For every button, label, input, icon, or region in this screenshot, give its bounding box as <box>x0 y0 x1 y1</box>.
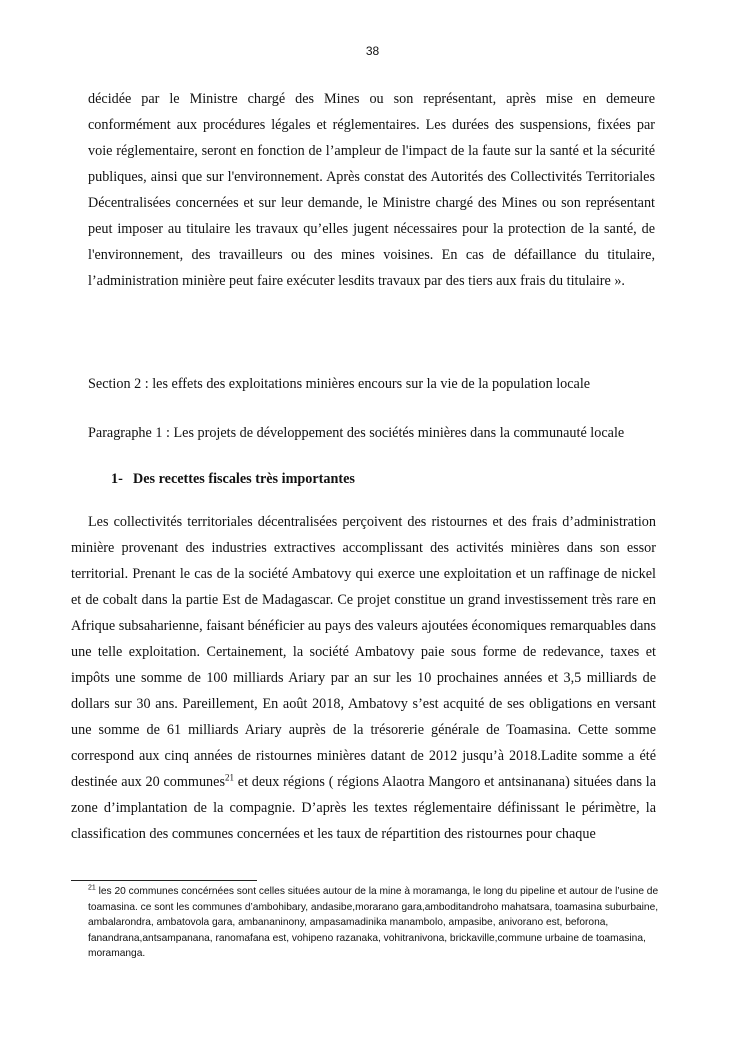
subsection-number: 1- <box>111 471 123 487</box>
footnote-reference[interactable]: 21 <box>224 772 234 783</box>
body-text-part-1: Les collectivités territoriales décentralisées perçoivent des ristournes et des frais d’administration minière provenant des industries extractives accomplissant des activités minières dans son essor territorial. Prenant le cas de la société Ambatovy qui exerce une exploitation et un raffinage de nickel et de cobalt dans la partie Est de Madagascar. Ce projet constitue un grand investissement très rare en Afrique subsaharienne, faisant bénéficier au pays des valeurs ajoutées économiques remarquables dans une telle exploitation. Certainement, la société Ambatovy paie sous forme de redevance, taxes et impôts une somme de 100 milliards Ariary par an sur les 10 prochaines années et 3,5 milliards de dollars sur 30 ans. Pareillement, En août 2018, Ambatovy s’est acquité de ses obligations en versant une somme de 61 milliards Ariary auprès de la trésorerie générale de Toamasina. Cette somme correspond aux cinq années de ristournes minières datant de 2012 jusqu’à 2018.Ladite somme a été destinée aux 20 communes <box>71 514 656 790</box>
footnote-text: les 20 communes concérnées sont celles situées autour de la mine à moramanga, le long du pipeline et autour de l’usine de toamasina. ce sont les communes d’ambohibary, andasibe,morarano gara,amboditandroho mahatsara, toamasina suburbaine, ambalarondra, ambatovola gara, ambananinony, ampasamadinika manambolo, ampasibe, anivorano est, beforona, fanandrana,antsampanana, ranomafana est, vohipeno razanaka, vohitranivona, brickaville,commune urbaine de toamasina, moramanga. <box>88 886 659 959</box>
subsection-title: Des recettes fiscales très importantes <box>133 471 355 487</box>
body-text-part-2: et deux régions ( régions Alaotra Mangoro et antsinanana) situées dans la zone d’implantation de la compagnie. D’après les textes réglementaire définissant le périmètre, la classification des communes concernées et les taux de répartition des ristournes pour chaque <box>71 774 657 842</box>
quoted-article-text: décidée par le Ministre chargé des Mines ou son représentant, après mise en demeure conformément aux procédures légales et réglementaires. Les durées des suspensions, fixées par voie réglementaire, seront en fonction de l’ampleur de l'impact de la faute sur la santé et la sécurité publiques, ainsi que sur l'environnement. Après constat des Autorités des Collectivités Territoriales Décentralisées concernées et sur leur demande, le Ministre chargé des Mines ou son représentant peut imposer au titulaire les travaux qu’elles jugent nécessaires pour la protection de la santé, de l'environnement, des travailleurs ou des mines voisines. En cas de défaillance du titulaire, l’administration minière peut faire exécuter lesdits travaux par des tiers aux frais du titulaire ». <box>88 91 655 289</box>
footnote <box>88 884 663 962</box>
page-number: 38 <box>365 44 380 58</box>
subsection-heading <box>111 469 355 489</box>
body-paragraph <box>71 509 656 847</box>
paragraph-heading: Paragraphe 1 : Les projets de développement des sociétés minières dans la communauté locale <box>88 425 625 441</box>
footnote-number: 21 <box>88 884 96 892</box>
footnote-separator <box>71 880 257 881</box>
section-heading: Section 2 : les effets des exploitations minières encours sur la vie de la population locale <box>88 376 591 392</box>
